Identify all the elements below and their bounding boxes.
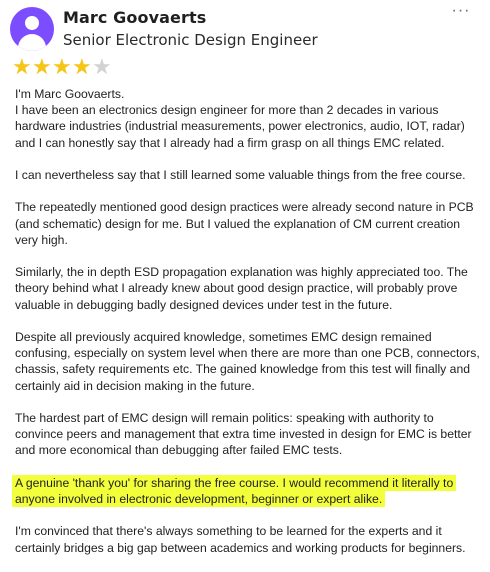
highlighted-text: A genuine 'thank you' for sharing the free course. I would recommend it literally to anyone involved in electronic development, beginner or expert alike. <box>12 475 456 507</box>
review-paragraph: The hardest part of EMC design will remain politics: speaking with authority to convince peers and management that extra time invested in design for EMC is better and more economical than debugging after failed EMC tests. <box>15 410 472 458</box>
more-options-icon[interactable]: ··· <box>451 2 471 19</box>
avatar-head-shape <box>25 16 39 30</box>
star-empty-icon: ★ <box>92 54 112 79</box>
review-paragraph: Despite all previously acquired knowledge, sometimes EMC design remained confusing, especially on system level when there are more than one PCB, connectors, chassis, safety requirements etc. The gained knowledge from this test will finally and certainly aid in decision making in the future. <box>15 329 480 393</box>
star-filled-icon: ★ <box>52 54 72 79</box>
reviewer-name[interactable]: Marc Goovaerts <box>63 8 207 27</box>
star-rating <box>12 56 112 78</box>
review-paragraph: I'm Marc Goovaerts. I have been an electronics design engineer for more than 2 decades in various hardware industries (industrial measurements, power electronics, audio, IOT, radar) and I can honestly say that I already had a firm grasp on all things EMC related. <box>15 87 465 150</box>
review-paragraph: I'm convinced that there's always something to be learned for the experts and it certainly bridges a big gap between academics and working products for beginners. <box>15 524 466 555</box>
review-body <box>15 86 481 572</box>
avatar-shoulders-shape <box>18 34 46 51</box>
review-header <box>0 0 490 56</box>
review-paragraph: Similarly, the in depth ESD propagation explanation was highly appreciated too. The theory behind what I already knew about good design practice, will probably prove valuable in debugging badly designed devices under test in the future. <box>15 265 468 312</box>
star-filled-icon: ★ <box>32 54 52 79</box>
highlighted-paragraph <box>15 475 481 507</box>
star-filled-icon: ★ <box>72 54 92 79</box>
review-paragraph: I can nevertheless say that I still learned some valuable things from the free course. <box>15 168 466 182</box>
avatar[interactable] <box>10 7 54 51</box>
review-paragraph: The repeatedly mentioned good design practices were already second nature in PCB (and schematic) design for me. But I valued the explanation of CM current creation very high. <box>15 200 474 247</box>
star-filled-icon: ★ <box>12 54 32 79</box>
reviewer-title: Senior Electronic Design Engineer <box>63 31 318 49</box>
